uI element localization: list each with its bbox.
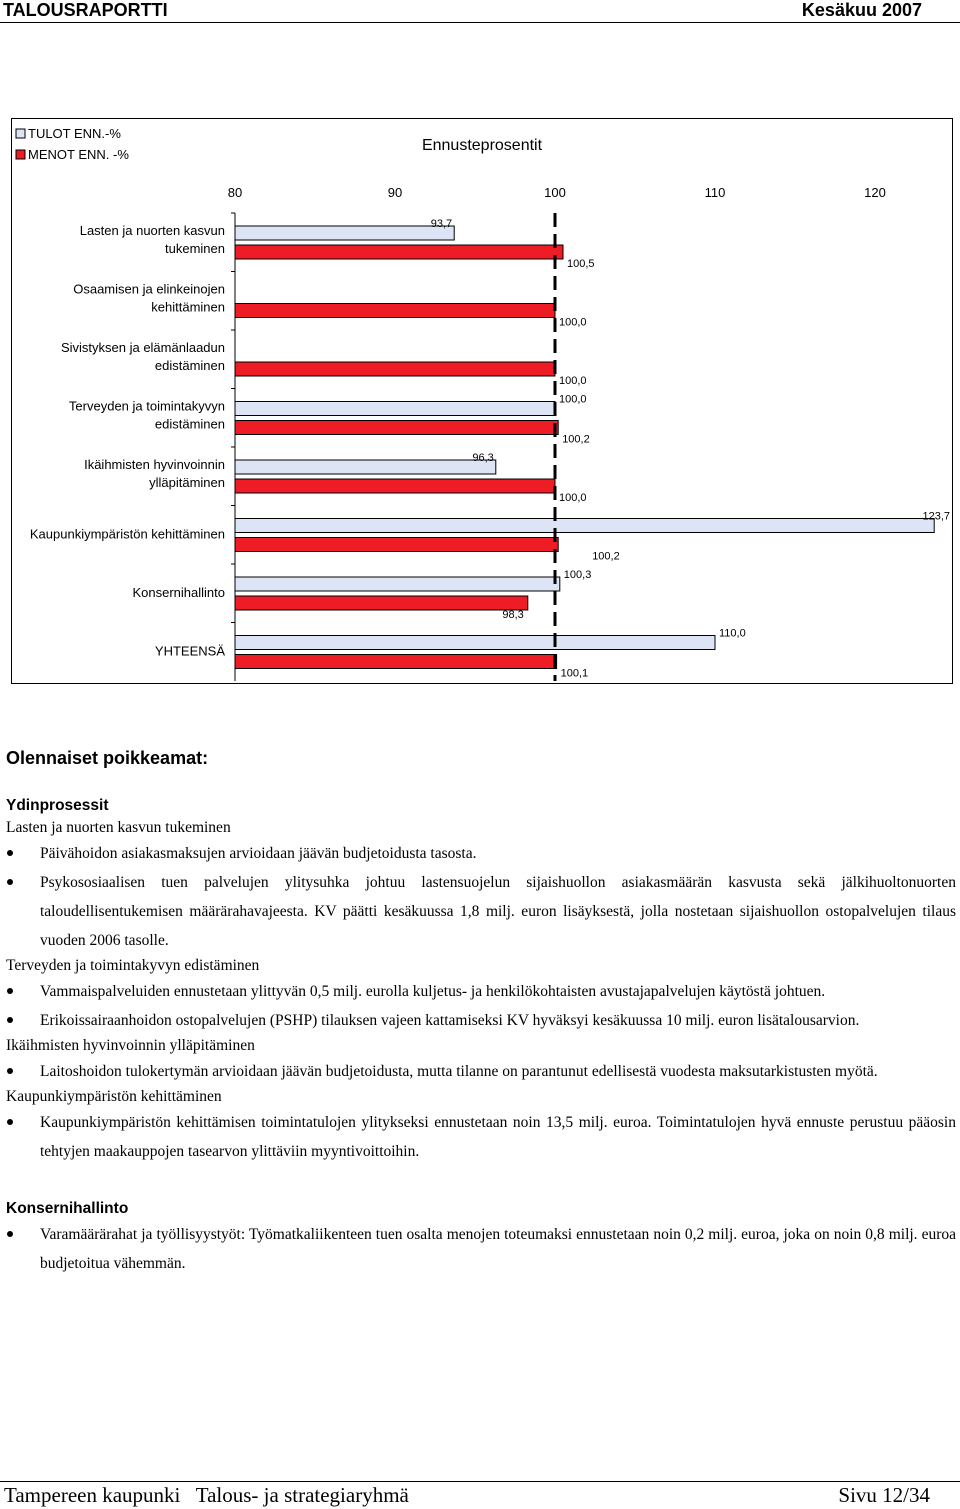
x-tick-label: 90 [387,185,403,200]
bar-tulot [235,460,496,474]
category-label: Kaupunkiympäristön kehittäminen [29,526,225,542]
category-label: ylläpitäminen [149,475,225,490]
bar-label-menot: 100,2 [562,433,590,446]
x-tick-label: 100 [544,185,566,200]
bar-tulot [235,577,560,591]
x-tick-label: 80 [227,185,243,200]
bar-label-tulot: 110,0 [719,627,746,640]
category-label: Lasten ja nuorten kasvun [79,223,225,238]
category-label: edistäminen [154,416,225,432]
category-label: tukeminen [165,241,225,256]
bar-tulot [235,519,934,533]
bar-label-menot: 100,0 [559,375,587,387]
bar-menot [235,421,558,435]
category-label: Konsernihallinto [132,585,225,600]
x-tick-label: 120 [864,185,886,200]
bar-label-menot: 100,5 [567,258,595,270]
footer-organization: Tampereen kaupunki Talous- ja strategiaryhmä [4,1483,409,1507]
bar-tulot [235,402,555,416]
bullet-item: Laitoshoidon tulokertymän arvioidaan jäävän budjetoidusta, mutta tilanne on parantunut edellisestä vuodesta maksutarkistusten myötä. [6,1057,956,1086]
bullet-list [6,1220,956,1278]
bar-menot [235,245,563,259]
report-date: Kesäkuu 2007 [801,0,922,20]
bar-menot [235,304,555,318]
legend-swatch [16,150,25,159]
section-title: Kaupunkiympäristön kehittäminen [6,1088,222,1105]
deviations-heading: Olennaiset poikkeamat: [6,748,209,768]
section-title-konserni: Konsernihallinto [6,1200,129,1217]
bullet-item: Kaupunkiympäristön kehittämisen toimintatulojen ylitykseksi ennustetaan noin 13,5 milj. euroa. Toimintatulojen hyvä ennuste perustuu pääosin tehtyjen maakauppojen tasearvon ylittäviin myyntivoittoihin. [6,1108,956,1166]
page-header [0,0,960,23]
legend-label: TULOT ENN.-% [28,126,121,141]
chart-title: Ennusteprosentit [421,137,543,154]
bar-menot [235,655,557,669]
page-footer [0,1481,960,1509]
bar-label-tulot: 100,0 [559,393,587,406]
bar-menot [235,596,528,610]
forecast-chart-svg [12,119,952,683]
bullet-list [6,839,956,955]
category-label: YHTEENSÄ [154,643,225,659]
bar-menot [235,538,558,552]
bar-menot [235,479,555,493]
category-label: Sivistyksen ja elämänlaadun [60,340,225,355]
bar-label-menot: 98,3 [502,609,524,621]
bar-label-menot: 100,0 [559,492,587,504]
report-title: TALOUSRAPORTTI [3,0,168,20]
bullet-item: Varamäärärahat ja työllisyystyöt: Työmatkaliikenteen tuen osalta menojen toteumaksi ennustetaan noin 0,2 milj. euroa, joka on noin 0,8 milj. euroa budjetoitua vähemmän. [6,1220,956,1278]
bullet-list [6,1108,956,1166]
category-label: Ikäihmisten hyvinvoinnin [84,457,225,472]
bar-menot [235,362,555,376]
legend-label: MENOT ENN. -% [28,147,129,162]
bar-label-menot: 100,2 [592,550,620,563]
category-label: Terveyden ja toimintakyvyn [68,398,225,414]
page-number: Sivu 12/34 [838,1483,930,1507]
bullet-list [6,1057,956,1086]
bar-label-tulot: 93,7 [430,218,453,230]
bullet-item: Erikoissairaanhoidon ostopalvelujen (PSHP) tilauksen vajeen kattamiseksi KV hyväksyi kesäkuussa 10 milj. euron lisätalousarvion. [6,1006,956,1035]
x-tick-label: 110 [704,185,726,200]
bullet-item: Päivähoidon asiakasmaksujen arvioidaan jäävän budjetoidusta tasosta. [6,839,956,868]
category-label: Osaamisen ja elinkeinojen [73,281,225,297]
bar-label-tulot: 100,3 [563,569,592,581]
category-label: kehittäminen [151,299,225,315]
bullet-item: Psykososiaalisen tuen palvelujen ylitysuhka johtuu lastensuojelun sijaishuollon asiakasmäärän kasvusta sekä jälkihuoltonuorten taloudellisentukemisen määrärahavajeesta. KV päätti kesäkuussa 1,8 milj. euron lisäyksestä, jolla nostetaan sijaishuollon ostopalvelujen tilaus vuoden 2006 tasolle. [6,868,956,955]
core-processes-heading: Ydinprosessit [6,797,109,814]
page-body [6,748,956,1278]
bullet-list [6,977,956,1035]
bar-tulot [235,636,715,650]
bar-label-tulot: 96,3 [472,452,494,464]
bar-label-tulot: 123,7 [922,510,950,523]
category-label: edistäminen [154,358,225,373]
bar-label-menot: 100,1 [560,667,589,680]
legend-swatch [16,129,25,138]
bar-label-menot: 100,0 [559,316,587,329]
bullet-item: Vammaispalveluiden ennustetaan ylittyvän 0,5 milj. eurolla kuljetus- ja henkilökohtaisten avustajapalvelujen käytöstä johtuen. [6,977,956,1006]
section-title: Ikäihmisten hyvinvoinnin ylläpitäminen [6,1037,255,1054]
forecast-chart [11,118,953,684]
section-title: Lasten ja nuorten kasvun tukeminen [6,819,231,836]
bar-tulot [235,226,454,240]
section-title: Terveyden ja toimintakyvyn edistäminen [6,957,260,974]
